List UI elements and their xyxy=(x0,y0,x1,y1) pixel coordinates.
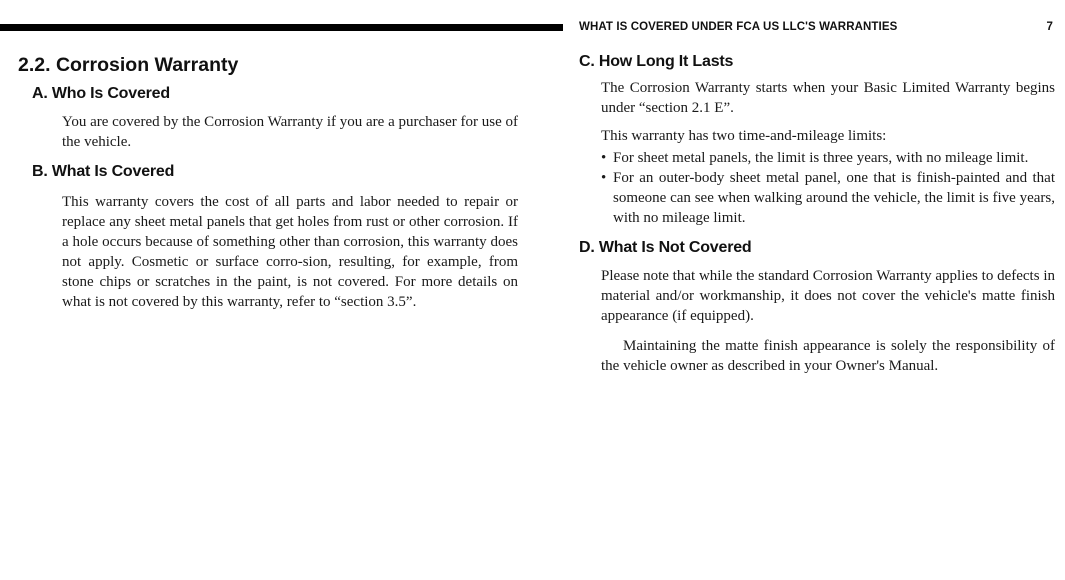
running-header xyxy=(579,18,1053,38)
section-title: 2.2. Corrosion Warranty xyxy=(18,54,239,76)
left-column xyxy=(18,50,518,312)
how-long-heading: C. How Long It Lasts xyxy=(579,53,734,70)
running-title: WHAT IS COVERED UNDER FCA US LLC'S WARRANTIES xyxy=(579,21,898,33)
right-column xyxy=(579,50,1055,376)
list-item-text: For sheet metal panels, the limit is three years, with no mileage limit. xyxy=(613,150,1029,166)
not-covered-text: Please note that while the standard Corrosion Warranty applies to defects in material and/or workmanship, it does not cover the vehicle's matte finish appearance (if equipped). xyxy=(601,268,1055,324)
page-number: 7 xyxy=(1046,21,1053,33)
list-item xyxy=(601,168,1055,228)
who-is-covered-heading: A. Who Is Covered xyxy=(32,85,170,102)
limits-list xyxy=(579,148,1055,228)
matte-finish-text: Maintaining the matte finish appearance is solely the responsibility of the vehicle owner as described in your Owner's Manual. xyxy=(601,338,1055,374)
not-covered-heading: D. What Is Not Covered xyxy=(579,239,752,256)
header-rule xyxy=(0,24,563,31)
who-is-covered-text: You are covered by the Corrosion Warranty if you are a purchaser for use of the vehicle. xyxy=(62,114,519,150)
list-item xyxy=(601,148,1055,168)
limits-intro: This warranty has two time-and-mileage limits: xyxy=(601,128,887,144)
how-long-text: The Corrosion Warranty starts when your Basic Limited Warranty begins under “section 2.1 E”. xyxy=(601,80,1055,116)
what-is-covered-heading: B. What Is Covered xyxy=(32,163,175,180)
bullet-icon: • xyxy=(601,170,607,186)
bullet-icon: • xyxy=(601,150,607,166)
what-is-covered-text: This warranty covers the cost of all parts and labor needed to repair or replace any sheet metal panels that get holes from rust or other corrosion. If a hole occurs because of something other than corrosion, this warranty does not apply. Cosmetic or surface corro-sion, resulting, for example, from stone chips or scratches in the paint, is not covered. For more details on what is not covered by this warranty, refer to “section 3.5”. xyxy=(62,194,518,310)
list-item-text: For an outer-body sheet metal panel, one that is finish-painted and that someone can see when walking around the vehicle, the limit is five years, with no mileage limit. xyxy=(613,170,1055,226)
